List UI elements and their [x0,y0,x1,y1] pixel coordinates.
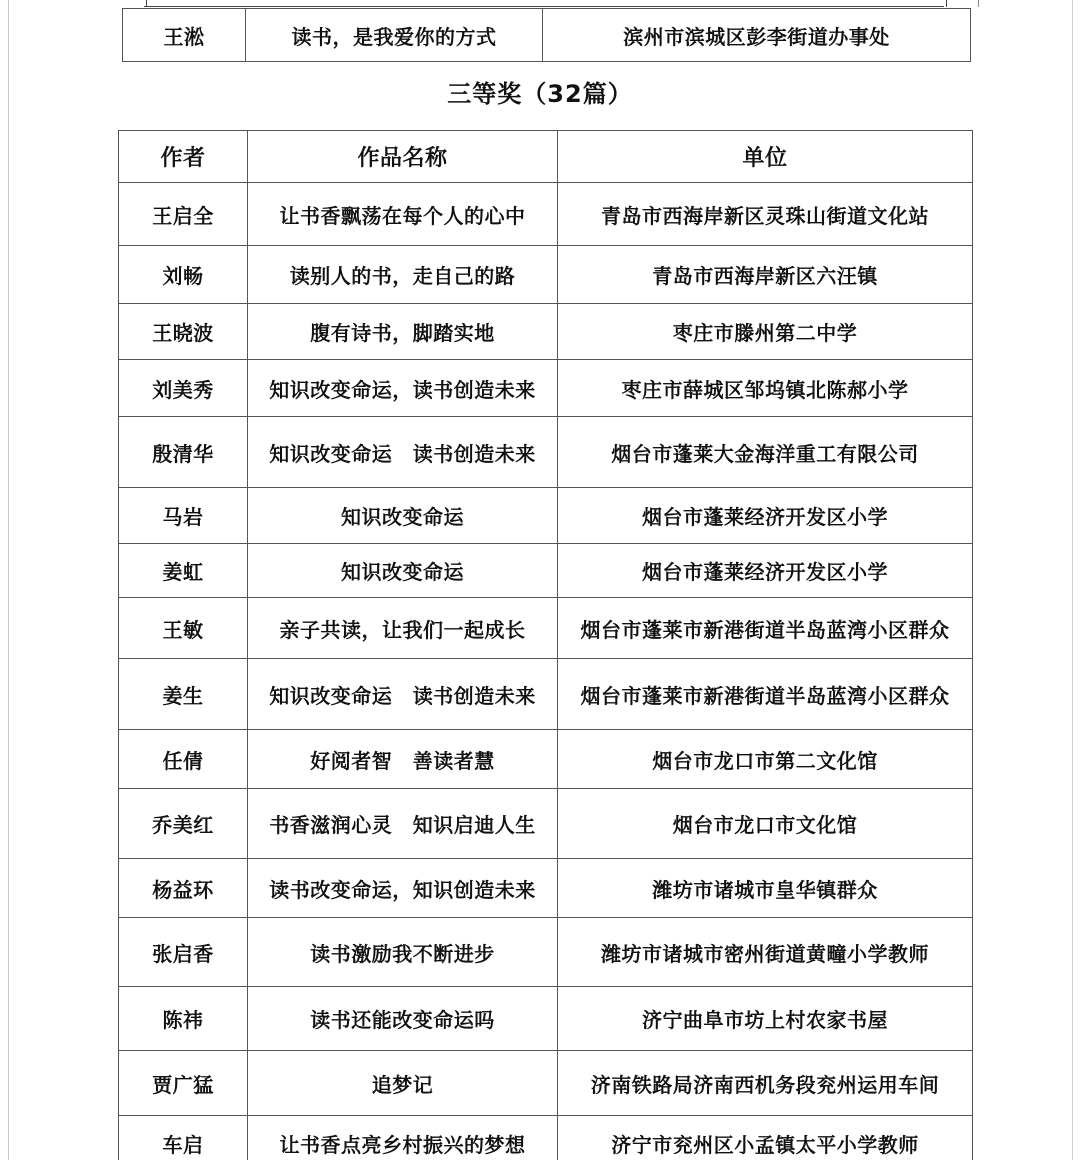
work-title-cell: 读别人的书，走自己的路 [248,246,558,304]
unit-cell: 济南铁路局济南西机务段兖州运用车间 [558,1051,973,1116]
work-title-cell: 知识改变命运 读书创造未来 [248,659,558,730]
column-header-work-title: 作品名称 [248,131,558,183]
table-row [119,598,973,659]
page-edge-left [8,0,9,1160]
previous-table-top-edge [118,0,980,8]
author-cell: 马岩 [119,488,248,544]
unit-cell: 枣庄市薛城区邹坞镇北陈郝小学 [558,360,973,417]
author-cell: 刘畅 [119,246,248,304]
table-row [119,730,973,789]
work-title-cell: 读书激励我不断进步 [248,918,558,987]
work-title-cell: 让书香点亮乡村振兴的梦想 [248,1116,558,1160]
unit-cell: 烟台市蓬莱经济开发区小学 [558,488,973,544]
author-cell: 王启全 [119,183,248,246]
work-title-cell: 读书，是我爱你的方式 [246,9,543,62]
author-cell: 殷清华 [119,417,248,488]
work-title-cell: 知识改变命运 [248,488,558,544]
unit-cell: 烟台市蓬莱大金海洋重工有限公司 [558,417,973,488]
work-title-cell: 读书还能改变命运吗 [248,987,558,1051]
table-row [119,544,973,598]
third-prize-table [118,130,973,1160]
work-title-cell: 亲子共读，让我们一起成长 [248,598,558,659]
unit-cell: 烟台市蓬莱经济开发区小学 [558,544,973,598]
table-row [119,360,973,417]
table-row [119,417,973,488]
work-title-cell: 腹有诗书，脚踏实地 [248,304,558,360]
author-cell: 杨益环 [119,859,248,918]
table-row [119,1116,973,1160]
unit-cell: 烟台市蓬莱市新港街道半岛蓝湾小区群众 [558,659,973,730]
author-cell: 陈祎 [119,987,248,1051]
previous-award-table [122,8,971,62]
work-title-cell: 好阅者智 善读者慧 [248,730,558,789]
unit-cell: 枣庄市滕州第二中学 [558,304,973,360]
author-cell: 乔美红 [119,789,248,859]
column-header-unit: 单位 [558,131,973,183]
unit-cell: 滨州市滨城区彭李街道办事处 [543,9,971,62]
author-cell: 张启香 [119,918,248,987]
author-cell: 刘美秀 [119,360,248,417]
unit-cell: 烟台市龙口市文化馆 [558,789,973,859]
work-title-cell: 知识改变命运 [248,544,558,598]
unit-cell: 济宁曲阜市坊上村农家书屋 [558,987,973,1051]
author-cell: 王淞 [123,9,246,62]
table-header-row [119,131,973,183]
unit-cell: 烟台市龙口市第二文化馆 [558,730,973,789]
unit-cell: 济宁市兖州区小孟镇太平小学教师 [558,1116,973,1160]
table-row [119,246,973,304]
unit-cell: 烟台市蓬莱市新港街道半岛蓝湾小区群众 [558,598,973,659]
table-row [119,659,973,730]
author-cell: 贾广猛 [119,1051,248,1116]
table-row [119,859,973,918]
work-title-cell: 知识改变命运，读书创造未来 [248,360,558,417]
unit-cell: 潍坊市诸城市皇华镇群众 [558,859,973,918]
author-cell: 姜生 [119,659,248,730]
author-cell: 王敏 [119,598,248,659]
work-title-cell: 书香滋润心灵 知识启迪人生 [248,789,558,859]
unit-cell: 潍坊市诸城市密州街道黄疃小学教师 [558,918,973,987]
author-cell: 姜虹 [119,544,248,598]
unit-cell: 青岛市西海岸新区六汪镇 [558,246,973,304]
table-row [119,488,973,544]
author-cell: 任倩 [119,730,248,789]
work-title-cell: 读书改变命运，知识创造未来 [248,859,558,918]
table-row [119,183,973,246]
unit-cell: 青岛市西海岸新区灵珠山街道文化站 [558,183,973,246]
table-row [119,1051,973,1116]
work-title-cell: 让书香飘荡在每个人的心中 [248,183,558,246]
author-cell: 王晓波 [119,304,248,360]
work-title-cell: 追梦记 [248,1051,558,1116]
page-edge-right [1072,0,1073,1160]
column-header-author: 作者 [119,131,248,183]
table-row [119,789,973,859]
section-title: 三等奖（32篇） [447,80,633,108]
table-row [123,9,971,62]
table-row [119,987,973,1051]
work-title-cell: 知识改变命运 读书创造未来 [248,417,558,488]
author-cell: 车启 [119,1116,248,1160]
table-row [119,304,973,360]
table-row [119,918,973,987]
